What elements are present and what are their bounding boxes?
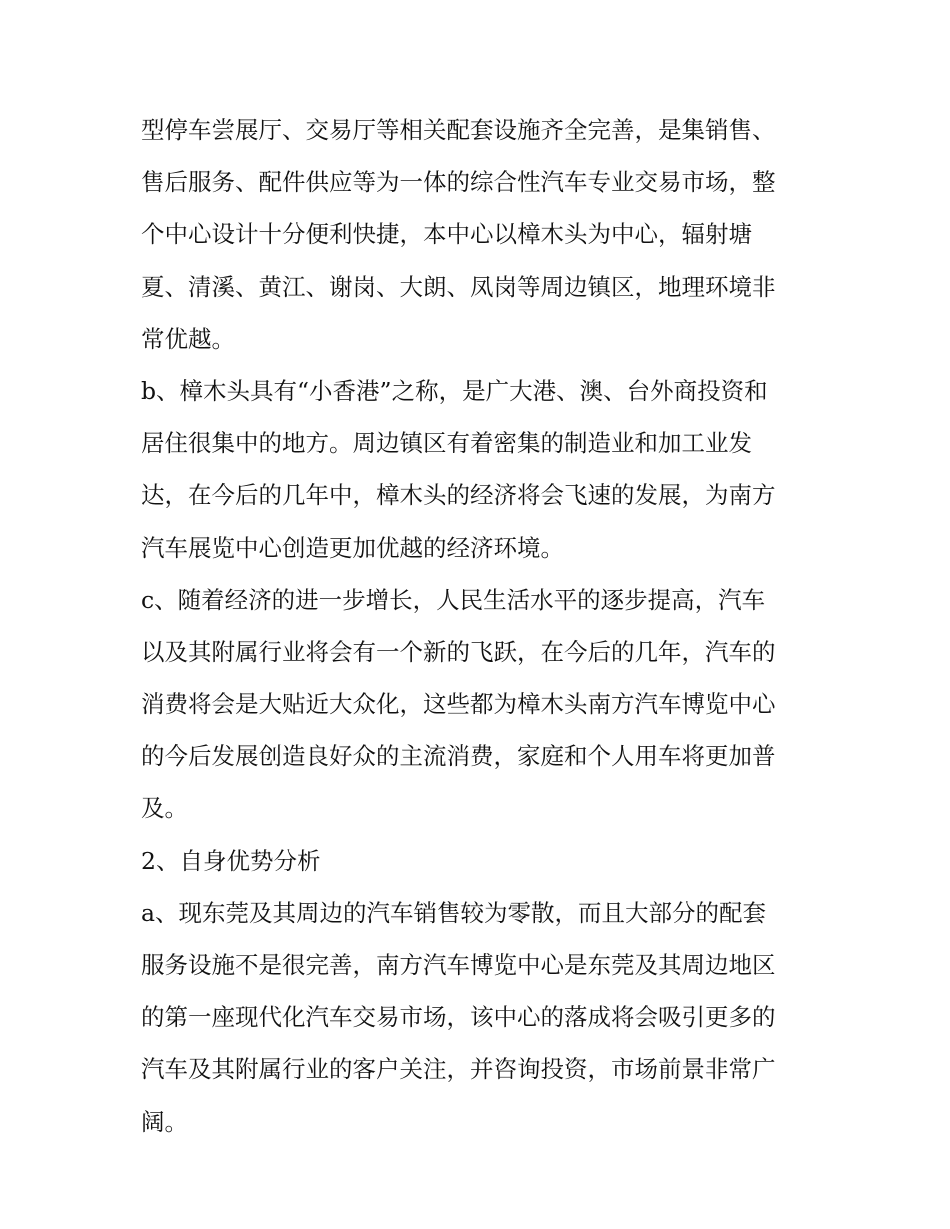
text-line: 售后服务、配件供应等为一体的综合性汽车专业交易市场，整 <box>141 168 776 197</box>
section-heading: 2、自身优势分析 <box>141 846 321 875</box>
text-line: 的第一座现代化汽车交易市场，该中心的落成将会吸引更多的 <box>141 1003 776 1032</box>
text-line: 夏、清溪、黄江、谢岗、大朗、凤岗等周边镇区，地理环境非 <box>141 272 776 301</box>
text-line: 以及其附属行业将会有一个新的飞跃，在今后的几年，汽车的 <box>141 637 776 666</box>
text-line: 汽车及其附属行业的客户关注，并咨询投资，市场前景非常广 <box>141 1055 776 1084</box>
text-line: 汽车展览中心创造更加优越的经济环境。 <box>141 533 564 562</box>
document-body <box>141 104 811 1148</box>
text-line: 的今后发展创造良好众的主流消费，家庭和个人用车将更加普 <box>141 742 776 771</box>
text-line: 及。 <box>141 794 188 823</box>
text-line: 居住很集中的地方。周边镇区有着密集的制造业和加工业发 <box>141 429 752 458</box>
text-line: 达，在今后的几年中，樟木头的经济将会飞速的发展，为南方 <box>141 481 776 510</box>
text-line: 阔。 <box>141 1107 188 1136</box>
text-line: b、樟木头具有“小香港”之称，是广大港、澳、台外商投资和 <box>141 376 768 405</box>
text-line: 常优越。 <box>141 324 235 353</box>
text-line: 消费将会是大贴近大众化，这些都为樟木头南方汽车博览中心 <box>141 690 776 719</box>
text-line: a、现东莞及其周边的汽车销售较为零散，而且大部分的配套 <box>141 898 767 927</box>
text-line: c、随着经济的进一步增长，人民生活水平的逐步提高，汽车 <box>141 585 766 614</box>
text-line: 型停车尝展厅、交易厅等相关配套设施齐全完善，是集销售、 <box>141 116 776 144</box>
text-line: 个中心设计十分便利快捷，本中心以樟木头为中心，辐射塘 <box>141 220 752 249</box>
text-line: 服务设施不是很完善，南方汽车博览中心是东莞及其周边地区 <box>141 951 776 979</box>
